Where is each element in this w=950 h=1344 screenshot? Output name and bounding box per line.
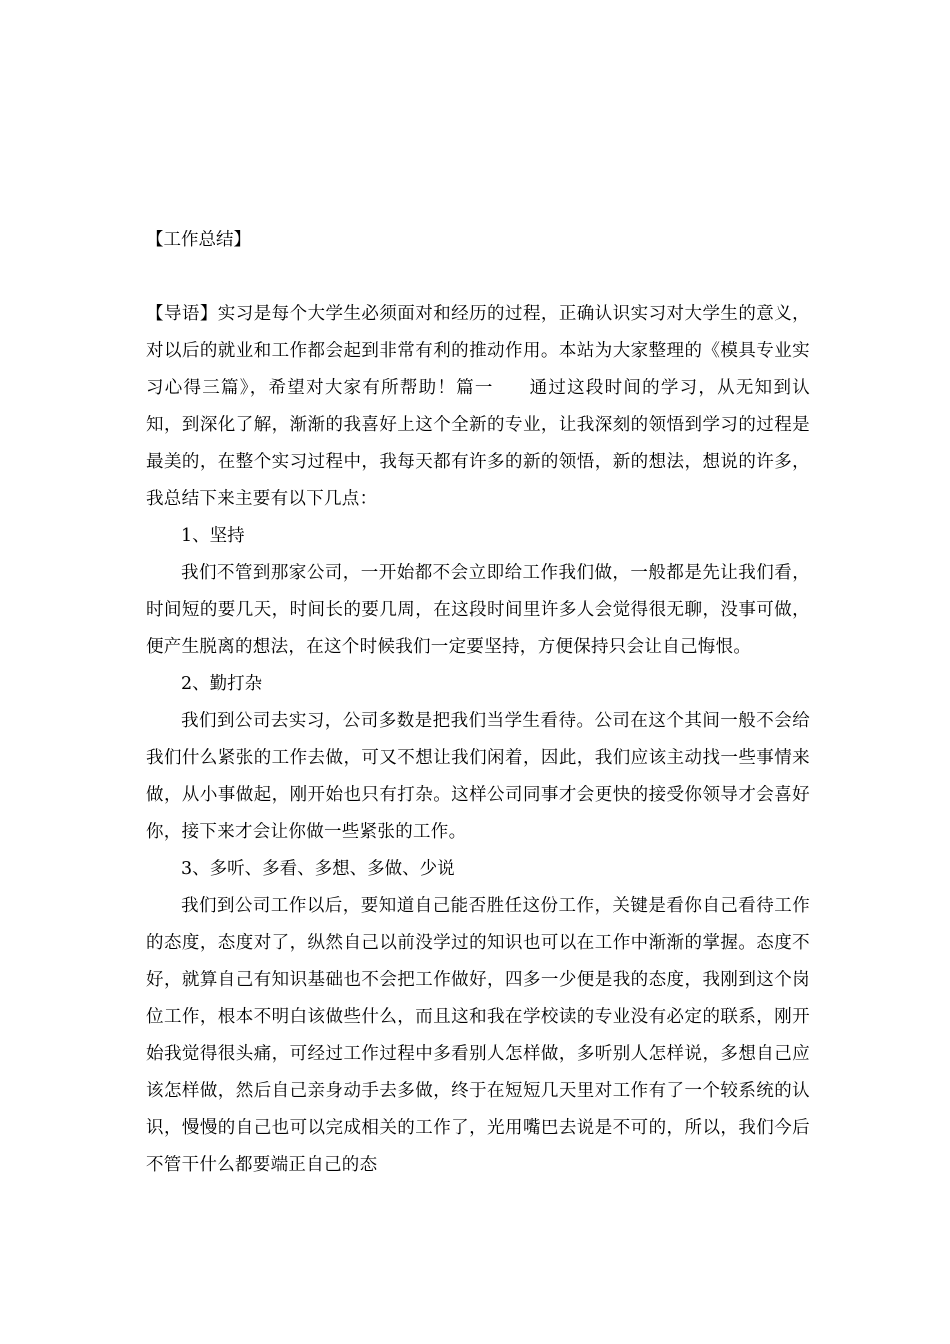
intro-paragraph bbox=[146, 296, 810, 518]
document-title: 【工作总结】 bbox=[146, 230, 251, 250]
blank-line bbox=[146, 259, 810, 296]
section-heading-3: 3、多听、多看、多想、多做、少说 bbox=[181, 859, 455, 879]
section-body-1: 我们不管到那家公司，一开始都不会立即给工作我们做，一般都是先让我们看，时间短的要几天，时间长的要几周，在这段时间里许多人会觉得很无聊，没事可做，便产生脱离的想法，在这个时候我们一定要坚持，方便保持只会让自己悔恨。 bbox=[146, 563, 810, 657]
section-heading-1: 1、坚持 bbox=[181, 526, 245, 546]
document-body bbox=[146, 222, 810, 1184]
intro-text: 【导语】实习是每个大学生必须面对和经历的过程，正确认识实习对大学生的意义，对以后的就业和工作都会起到非常有利的推动作用。本站为大家整理的《模具专业实习心得三篇》，希望对大家有所帮助！篇一 bbox=[146, 304, 810, 398]
intro-continued-text: 通过这段时间的学习，从无知到认知，到深化了解，渐渐的我喜好上这个全新的专业，让我深刻的领悟到学习的过程是最美的，在整个实习过程中，我每天都有许多的新的领悟，新的想法，想说的许多，我总结下来主要有以下几点： bbox=[146, 378, 810, 509]
section-body-3: 我们到公司工作以后，要知道自己能否胜任这份工作，关键是看你自己看待工作的态度，态度对了，纵然自己以前没学过的知识也可以在工作中渐渐的掌握。态度不好，就算自己有知识基础也不会把工作做好，四多一少便是我的态度，我刚到这个岗位工作，根本不明白该做些什么，而且这和我在学校读的专业没有必定的联系，刚开始我觉得很头痛，可经过工作过程中多看别人怎样做，多听别人怎样说，多想自己应该怎样做，然后自己亲身动手去多做，终于在短短几天里对工作有了一个较系统的认识，慢慢的自己也可以完成相关的工作了，光用嘴巴去说是不可的，所以，我们今后不管干什么都要端正自己的态 bbox=[146, 896, 810, 1175]
section-heading-2: 2、勤打杂 bbox=[181, 674, 263, 694]
section-body-2: 我们到公司去实习，公司多数是把我们当学生看待。公司在这个其间一般不会给我们什么紧张的工作去做，可又不想让我们闲着，因此，我们应该主动找一些事情来做，从小事做起，刚开始也只有打杂。这样公司同事才会更快的接受你领导才会喜好你，接下来才会让你做一些紧张的工作。 bbox=[146, 711, 810, 842]
